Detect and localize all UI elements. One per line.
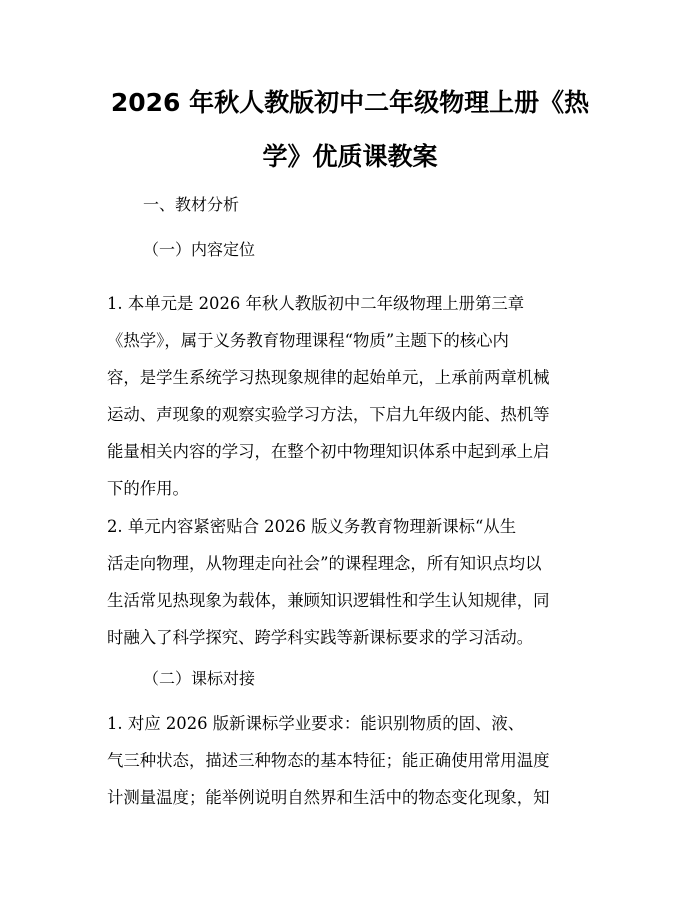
- subsection-heading-curriculum-alignment: （二）课标对接: [143, 669, 256, 688]
- paragraph-1-line: 能量相关内容的学习，在整个初中物理知识体系中起到承上启: [107, 442, 550, 461]
- paragraph-1-line: 下的作用。: [107, 479, 189, 498]
- paragraph-3-line: 气三种状态，描述三种物态的基本特征；能正确使用常用温度: [107, 751, 550, 770]
- paragraph-2-line: 活走向物理，从物理走向社会”的课程理念，所有知识点均以: [107, 554, 542, 573]
- paragraph-2-line: 时融入了科学探究、跨学科实践等新课标要求的学习活动。: [107, 628, 534, 647]
- document-title-line-1: 2026 年秋人教版初中二年级物理上册《热: [110, 88, 590, 117]
- paragraph-1-line: 运动、声现象的观察实验学习方法，下启九年级内能、热机等: [107, 405, 550, 424]
- paragraph-1-line: 1. 本单元是 2026 年秋人教版初中二年级物理上册第三章: [107, 294, 525, 313]
- paragraph-2-line: 生活常见热现象为载体，兼顾知识逻辑性和学生认知规律，同: [107, 591, 550, 610]
- paragraph-3-line: 计测量温度；能举例说明自然界和生活中的物态变化现象，知: [107, 788, 550, 807]
- paragraph-1: [107, 285, 597, 507]
- section-heading-textbook-analysis: 一、教材分析: [143, 195, 240, 214]
- paragraph-1-line: 容，是学生系统学习热现象规律的起始单元，上承前两章机械: [107, 368, 550, 387]
- paragraph-1-line: 《热学》，属于义务教育物理课程“物质”主题下的核心内: [107, 331, 509, 350]
- paragraph-3: [107, 705, 597, 816]
- paragraph-2-line: 2. 单元内容紧密贴合 2026 版义务教育物理新课标“从生: [107, 517, 517, 536]
- subsection-heading-content-positioning: （一）内容定位: [143, 240, 256, 259]
- paragraph-2: [107, 508, 597, 656]
- paragraph-3-line: 1. 对应 2026 版新课标学业要求：能识别物质的固、液、: [107, 714, 525, 733]
- document-title-line-2: 学》优质课教案: [262, 142, 438, 171]
